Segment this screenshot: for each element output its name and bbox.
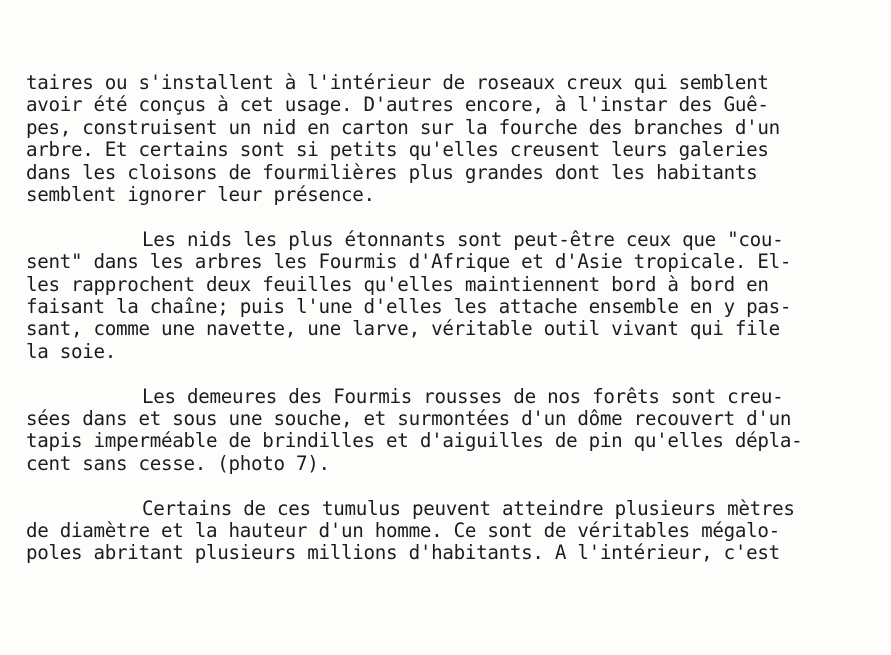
text-line: poles abritant plusieurs millions d'habitants. A l'intérieur, c'est xyxy=(26,541,780,565)
text-line: faisant la chaîne; puis l'une d'elles les attache ensemble en y pas- xyxy=(26,295,792,319)
text-line: tapis imperméable de brindilles et d'aiguilles de pin qu'elles dépla- xyxy=(26,429,803,453)
text-line: les rapprochent deux feuilles qu'elles maintiennent bord à bord en xyxy=(26,272,769,296)
paragraph-nest-types xyxy=(26,72,866,206)
text-line: Les nids les plus étonnants sont peut-être ceux que "cou- xyxy=(142,227,784,251)
text-line: cent sans cesse. (photo 7). xyxy=(26,451,330,475)
text-line: la soie. xyxy=(26,339,117,363)
text-line: Certains de ces tumulus peuvent atteindre plusieurs mètres xyxy=(142,496,795,520)
text-line: sant, comme une navette, une larve, véritable outil vivant qui file xyxy=(26,317,780,341)
text-line: de diamètre et la hauteur d'un homme. Ce sont de véritables mégalo- xyxy=(26,519,780,543)
text-line: arbre. Et certains sont si petits qu'elles creusent leurs galeries xyxy=(26,138,769,162)
text-line: Les demeures des Fourmis rousses de nos forêts sont creu- xyxy=(142,384,784,408)
paragraph-tumulus xyxy=(26,498,866,565)
text-line: semblent ignorer leur présence. xyxy=(26,183,375,207)
text-line: sées dans et sous une souche, et surmontées d'un dôme recouvert d'un xyxy=(26,407,792,431)
text-line: taires ou s'installent à l'intérieur de roseaux creux qui semblent xyxy=(26,71,769,94)
text-line: pes, construisent un nid en carton sur la fourche des branches d'un xyxy=(26,115,780,139)
paragraph-weaver-ants xyxy=(26,229,866,363)
paragraph-red-wood-ants xyxy=(26,386,866,476)
text-line: avoir été conçus à cet usage. D'autres encore, à l'instar des Guê- xyxy=(26,93,769,117)
text-line: sent" dans les arbres les Fourmis d'Afrique et d'Asie tropicale. El- xyxy=(26,250,792,274)
text-line: dans les cloisons de fourmilières plus grandes dont les habitants xyxy=(26,160,758,184)
body-text xyxy=(26,72,866,587)
